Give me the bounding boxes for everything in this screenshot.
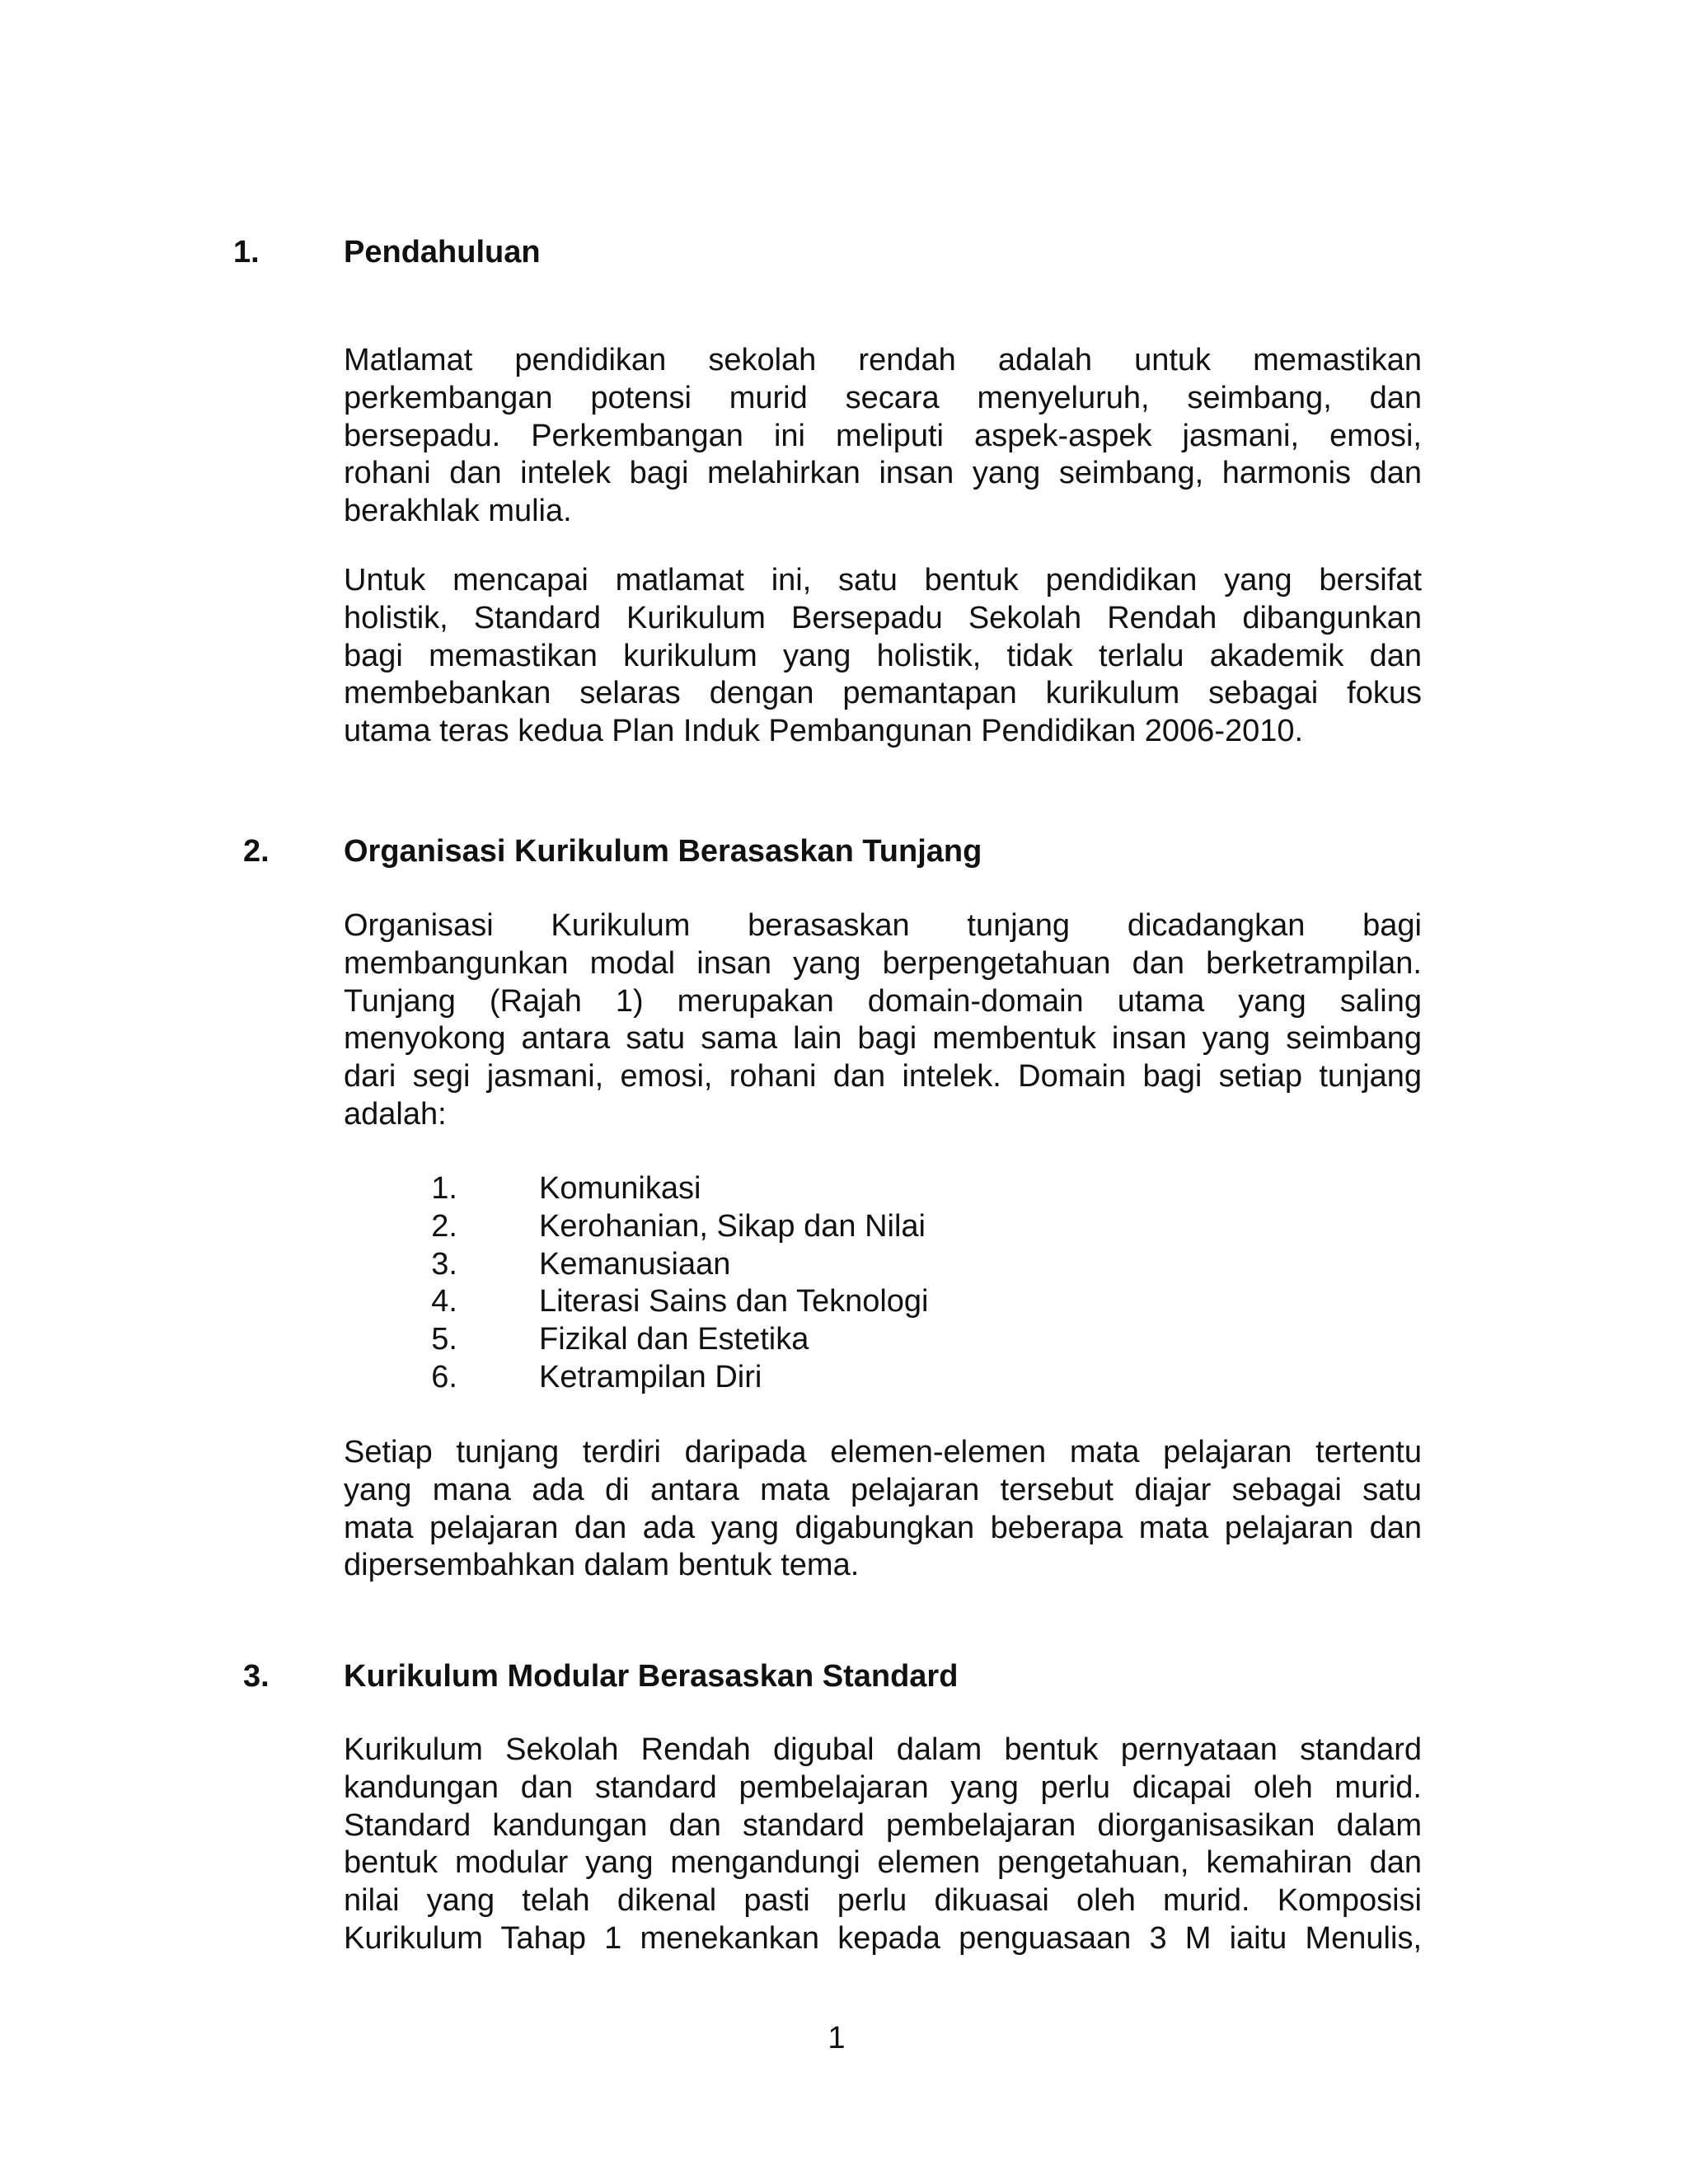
- text-line: bagi memastikan kurikulum yang holistik, tidak terlalu akademik dan: [344, 638, 1422, 673]
- page-number: 1: [828, 2021, 846, 2055]
- text-line: rohani dan intelek bagi melahirkan insan yang seimbang, harmonis dan: [344, 456, 1422, 491]
- section-1-paragraph-1: [344, 342, 1422, 531]
- list-item-number: 2.: [431, 1208, 457, 1244]
- list-item-text: Komunikasi: [539, 1171, 701, 1206]
- text-line: kandungan dan standard pembelajaran yang perlu dicapai oleh murid.: [344, 1769, 1422, 1805]
- list-item-text: Literasi Sains dan Teknologi: [539, 1284, 929, 1319]
- text-line: bersepadu. Perkembangan ini meliputi aspek-aspek jasmani, emosi,: [344, 418, 1422, 453]
- list-item: [344, 1283, 1085, 1321]
- section-3-title: Kurikulum Modular Berasaskan Standard: [344, 1659, 959, 1694]
- section-1-title: Pendahuluan: [344, 235, 541, 269]
- section-1-number: 1.: [233, 235, 260, 269]
- text-line: holistik, Standard Kurikulum Bersepadu Sekolah Rendah dibangunkan: [344, 600, 1422, 635]
- text-line: membangunkan modal insan yang berpengetahuan dan berketrampilan.: [344, 945, 1422, 981]
- section-1-paragraph-2: [344, 562, 1422, 751]
- text-line: Organisasi Kurikulum berasaskan tunjang dicadangkan bagi: [344, 908, 1422, 943]
- list-item: [344, 1246, 1085, 1284]
- text-line: Kurikulum Tahap 1 menekankan kepada penguasaan 3 M iaitu Menulis,: [344, 1920, 1422, 1956]
- list-item: [344, 1321, 1085, 1359]
- text-line: adalah:: [344, 1096, 447, 1132]
- list-item-number: 4.: [431, 1284, 457, 1319]
- list-item-text: Ketrampilan Diri: [539, 1359, 762, 1394]
- text-line: dari segi jasmani, emosi, rohani dan intelek. Domain bagi setiap tunjang: [344, 1059, 1422, 1094]
- list-item-text: Kemanusiaan: [539, 1246, 731, 1282]
- section-2-title: Organisasi Kurikulum Berasaskan Tunjang: [344, 834, 982, 869]
- text-line: Untuk mencapai matlamat ini, satu bentuk pendidikan yang bersifat: [344, 563, 1422, 598]
- list-item-text: Fizikal dan Estetika: [539, 1322, 809, 1357]
- section-3-number: 3.: [243, 1659, 270, 1694]
- section-3-paragraph-1: [344, 1732, 1422, 1958]
- text-line: perkembangan potensi murid secara menyeluruh, seimbang, dan: [344, 380, 1422, 415]
- section-2-paragraph-1: [344, 907, 1422, 1134]
- text-line: mata pelajaran dan ada yang digabungkan beberapa mata pelajaran dan: [344, 1510, 1422, 1545]
- text-line: bentuk modular yang mengandungi elemen pengetahuan, kemahiran dan: [344, 1845, 1422, 1881]
- text-line: Setiap tunjang terdiri daripada elemen-elemen mata pelajaran tertentu: [344, 1435, 1422, 1469]
- text-line: utama teras kedua Plan Induk Pembangunan Pendidikan 2006-2010.: [344, 714, 1304, 749]
- text-line: nilai yang telah dikenal pasti perlu dikuasai oleh murid. Komposisi: [344, 1883, 1422, 1919]
- list-item-number: 5.: [431, 1322, 457, 1357]
- section-2-paragraph-2: [344, 1434, 1422, 1585]
- text-line: Matlamat pendidikan sekolah rendah adalah untuk memastikan: [344, 343, 1422, 377]
- text-line: berakhlak mulia.: [344, 494, 572, 529]
- text-line: yang mana ada di antara mata pelajaran tersebut diajar sebagai satu: [344, 1472, 1422, 1507]
- section-2-number: 2.: [243, 834, 270, 869]
- text-line: menyokong antara satu sama lain bagi membentuk insan yang seimbang: [344, 1021, 1422, 1057]
- text-line: Kurikulum Sekolah Rendah digubal dalam bentuk pernyataan standard: [344, 1732, 1422, 1767]
- list-item-text: Kerohanian, Sikap dan Nilai: [539, 1208, 926, 1244]
- domain-list: [344, 1170, 1085, 1397]
- text-line: dipersembahkan dalam bentuk tema.: [344, 1548, 860, 1583]
- text-line: Standard kandungan dan standard pembelajaran diorganisasikan dalam: [344, 1807, 1422, 1843]
- list-item: [344, 1359, 1085, 1397]
- list-item-number: 1.: [431, 1171, 457, 1206]
- text-line: membebankan selaras dengan pemantapan kurikulum sebagai fokus: [344, 676, 1422, 711]
- list-item-number: 6.: [431, 1359, 457, 1394]
- text-line: Tunjang (Rajah 1) merupakan domain-domain utama yang saling: [344, 983, 1422, 1019]
- list-item-number: 3.: [431, 1246, 457, 1282]
- list-item: [344, 1208, 1085, 1246]
- list-item: [344, 1170, 1085, 1208]
